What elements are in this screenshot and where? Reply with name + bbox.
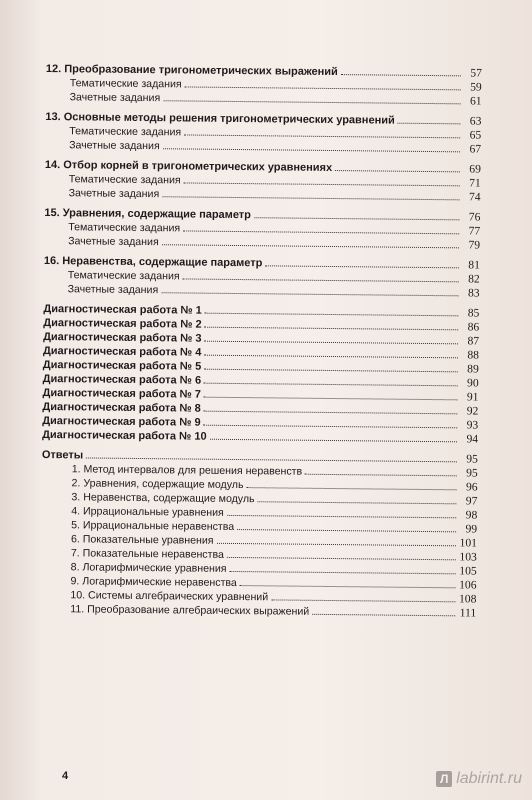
toc-entry-title: 7. Показательные неравенства: [70, 547, 224, 561]
toc-entry-title: Тематические задания: [69, 125, 182, 139]
dot-leader: [237, 520, 456, 532]
dot-leader: [205, 332, 459, 345]
toc-entry-page: 83: [467, 286, 480, 300]
dot-leader: [184, 125, 460, 138]
toc-entry-title: Зачетные задания: [68, 235, 159, 249]
toc-entry-page: 99: [465, 522, 478, 536]
toc-entry-page: 103: [459, 550, 477, 564]
toc-entry-page: 94: [466, 432, 479, 446]
toc-entry-page: 88: [467, 348, 480, 362]
dot-leader: [227, 506, 457, 518]
toc-entry-page: 57: [470, 66, 482, 80]
toc-entry-title: 5. Иррациональные неравенства: [71, 519, 235, 533]
toc-entry-page: 93: [466, 418, 479, 432]
toc-entry-page: 59: [470, 80, 482, 94]
toc-entry-title: Зачетные задания: [68, 187, 160, 201]
dot-leader: [162, 235, 459, 248]
dot-leader: [229, 562, 455, 574]
toc-entry-page: 96: [465, 480, 478, 494]
toc-entry-page: 90: [467, 376, 479, 390]
dot-leader: [161, 283, 458, 296]
toc-entry-page: 87: [467, 334, 480, 348]
toc-entry-title: 8. Логарифмические уравнения: [70, 561, 227, 575]
toc-entry-title: Диагностическая работа № 6: [42, 372, 202, 387]
toc-entry-title: Ответы: [41, 448, 84, 462]
toc-entry-title: Тематические задания: [68, 221, 181, 235]
toc-entry-page: 106: [459, 578, 477, 592]
toc-entry-title: Диагностическая работа № 8: [42, 400, 201, 415]
toc-entry-title: Диагностическая работа № 10: [42, 428, 207, 443]
toc-entry-title: 10. Системы алгебраических уравнений: [70, 589, 269, 604]
toc-entry-title: 3. Неравенства, содержащие модуль: [71, 491, 255, 506]
toc-entry-title: Зачетные задания: [69, 139, 160, 153]
toc-entry-page: 63: [469, 114, 482, 128]
dot-leader: [184, 173, 460, 186]
toc-entry-page: 85: [467, 306, 480, 320]
toc-entry-page: 61: [469, 94, 482, 108]
page-number: 4: [62, 770, 69, 782]
toc-entry-title: Тематические задания: [68, 173, 181, 187]
watermark-text: labirint.ru: [456, 770, 522, 787]
toc-entry-title: 1. Метод интервалов для решения неравенств: [71, 463, 303, 478]
dot-leader: [204, 402, 458, 415]
dot-leader: [271, 590, 455, 602]
watermark-logo-icon: Л: [436, 771, 452, 787]
toc-entry-page: 91: [466, 390, 479, 404]
toc-entry-title: Тематические задания: [69, 77, 182, 91]
toc-entry-title: Диагностическая работа № 7: [42, 386, 202, 401]
dot-leader: [205, 304, 459, 317]
toc-entry-title: 14. Отбор корней в тригонометрических уравнениях: [44, 158, 333, 175]
dot-leader: [305, 465, 457, 477]
toc-entry-page: 108: [458, 592, 477, 606]
toc-entry-title: 12. Преобразование тригонометрических выражений: [45, 62, 338, 79]
toc-entry-page: 105: [459, 564, 477, 578]
toc-entry-title: 9. Логарифмические неравенства: [70, 575, 237, 590]
toc-entry-page: 74: [468, 190, 481, 204]
toc-entry-title: 4. Иррациональные уравнения: [71, 505, 224, 519]
toc-entry-title: Тематические задания: [67, 269, 180, 283]
dot-leader: [341, 65, 461, 76]
dot-leader: [204, 346, 458, 359]
watermark: [436, 770, 522, 788]
dot-leader: [210, 430, 458, 443]
toc-entry-title: 11. Преобразование алгебраических выражений: [70, 603, 310, 618]
dot-leader: [183, 269, 459, 282]
dot-leader: [265, 256, 459, 268]
toc-entry-page: 92: [466, 404, 479, 418]
toc-entry-title: 16. Неравенства, содержащие параметр: [43, 254, 263, 270]
toc-entry-title: Зачетные задания: [67, 283, 159, 297]
dot-leader: [185, 77, 461, 90]
dot-leader: [335, 161, 460, 172]
dot-leader: [204, 388, 458, 401]
dot-leader: [258, 492, 457, 504]
toc-entry-page: 67: [469, 142, 482, 156]
toc-entry-page: 86: [467, 320, 480, 334]
toc-entry-title: 13. Основные методы решения тригонометрических уравнений: [45, 110, 395, 127]
toc-entry-title: 2. Уравнения, содержащие модуль: [71, 477, 244, 492]
dot-leader: [240, 576, 456, 588]
toc-entry-page: 89: [467, 362, 479, 376]
toc-entry-page: 65: [469, 128, 482, 142]
toc-entry-page: 71: [469, 176, 481, 190]
dot-leader: [205, 318, 459, 331]
toc-entry-title: 6. Показательные уравнения: [70, 533, 214, 547]
toc-entry-page: 81: [468, 258, 480, 272]
dot-leader: [312, 605, 455, 616]
toc-entry-page: 79: [468, 238, 481, 252]
dot-leader: [247, 478, 457, 490]
toc-entry-title: Диагностическая работа № 2: [43, 316, 202, 331]
dot-leader: [398, 114, 461, 125]
dot-leader: [204, 416, 458, 429]
toc-entry-page: 95: [466, 452, 478, 466]
toc-entry-page: 82: [468, 272, 480, 286]
toc-entry-page: 77: [468, 224, 481, 238]
toc-entry-page: 95: [466, 466, 478, 480]
dot-leader: [204, 360, 458, 373]
toc-entry-title: Диагностическая работа № 1: [43, 302, 202, 317]
toc-entry-page: 97: [465, 494, 478, 508]
dot-leader: [217, 534, 457, 547]
toc-entry-title: Диагностическая работа № 5: [42, 358, 202, 373]
dot-leader: [204, 374, 458, 387]
toc-entry-page: 101: [459, 536, 478, 550]
toc-entry-title: Диагностическая работа № 4: [42, 344, 202, 359]
dot-leader: [183, 221, 459, 234]
dot-leader: [162, 187, 459, 200]
toc-entry-title: Диагностическая работа № 3: [43, 330, 202, 345]
toc-entry-title: 15. Уравнения, содержащие параметр: [44, 206, 252, 222]
dot-leader: [163, 139, 460, 152]
dot-leader: [163, 91, 460, 104]
toc-entry-title: Диагностическая работа № 9: [42, 414, 201, 429]
toc-entry-page: 111: [459, 606, 477, 620]
toc-entry-title: Зачетные задания: [69, 91, 161, 105]
dot-leader: [227, 548, 456, 560]
dot-leader: [254, 208, 460, 220]
toc-entry-page: 98: [465, 508, 478, 522]
toc-entry-page: 76: [468, 210, 481, 224]
table-of-contents: [40, 62, 482, 621]
toc-entry-page: 69: [469, 162, 481, 176]
